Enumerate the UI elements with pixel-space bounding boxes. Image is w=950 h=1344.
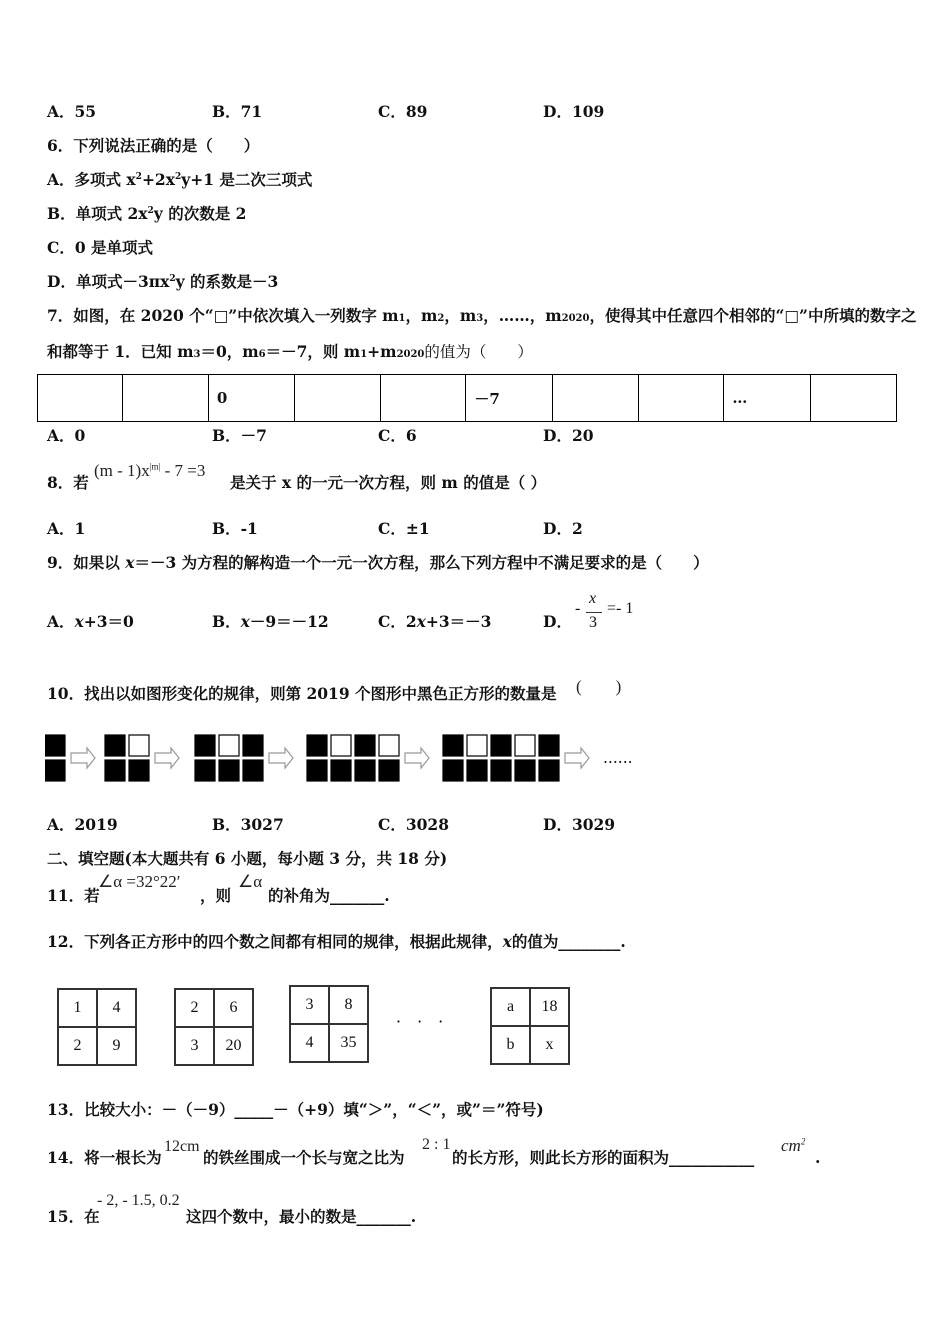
q10-option-b: B．3027 [212,815,284,834]
square-cell: 18 [530,988,569,1026]
q14-label: 14．将一根长为 [47,1148,162,1167]
q8-stem-label: 8．若 [47,473,89,492]
q11-formula: ∠α =32°22′ [98,872,181,891]
q10-paren: ( ) [576,677,622,696]
square-cell: a [491,988,530,1026]
q6-option-d: D．单项式$-3\pi x^2y$ 的系数是－3 [47,272,279,291]
q8-formula: $(m - 1)x^{|m|} - 7 =3$ [94,461,206,480]
seq-cell: －7 [466,375,553,422]
seq-cell [380,375,465,422]
q14-ratio: 2 : 1 [422,1136,451,1153]
square-cell: 9 [97,1027,136,1065]
seq-cell [811,375,897,422]
seq-cell [38,375,123,422]
q7-stem-line1: 7．如图，在 2020 个“□”中依次填入一列数字 m1，m2，m3，……，m2020，使得其中任意四个相邻的“□”中所填的数字之 [47,306,917,325]
q5-option-b: B．71 [212,102,263,121]
q15-numbers: - 2, - 1.5, 0.2 [97,1192,180,1209]
square-cell: 8 [329,986,368,1024]
square-cell: 4 [97,989,136,1027]
square-cell: x [530,1026,569,1064]
square-cell: 2 [58,1027,97,1065]
seq-cell [638,375,723,422]
q6-option-a: A．多项式 $x^2+2x^2y+1$ 是二次三项式 [47,170,313,189]
seq-cell [553,375,638,422]
q12-square-1 [57,988,137,1066]
q7-sequence-table [37,374,897,422]
seq-cell: 0 [208,375,295,422]
q9-option-d-label: D． [543,612,572,631]
q8-option-d: D．2 [543,519,583,538]
q8-option-b: B．-1 [212,519,258,538]
q9-option-a: A．x+3＝0 [47,612,134,631]
q6-stem: 6．下列说法正确的是（ ） [47,136,260,155]
q12-square-2 [174,988,254,1066]
q5-option-d: D．109 [543,102,605,121]
q7-stem-line2: 和都等于 1．已知 m3＝0，m6＝－7，则 m1+m2020的值为（ ） [47,342,533,361]
square-cell: 6 [214,989,253,1027]
q10-stem: 10．找出以如图形变化的规律，则第 2019 个图形中黑色正方形的数量是 [47,684,557,703]
square-cell: b [491,1026,530,1064]
q11-post: 的补角为_______. [268,886,390,905]
section-2-heading: 二、填空题(本大题共有 6 小题，每小题 3 分，共 18 分) [47,849,448,868]
q7-option-c: C．6 [378,426,417,445]
square-cell: 1 [58,989,97,1027]
q12-ellipsis: · · · [396,1012,444,1031]
square-cell: 20 [214,1027,253,1065]
q11-label: 11．若 [47,886,100,905]
q9-option-d-denominator: 3 [589,614,597,631]
q7-option-b: B．－7 [212,426,267,445]
q10-pattern-figure [45,733,645,785]
q8-stem-text: 是关于 x 的一元一次方程，则 m 的值是（ ） [230,473,547,492]
q9-option-d-numerator: x [589,590,597,607]
fraction-bar [586,612,602,613]
q10-dots: ...... [603,749,633,767]
q12-stem: 12．下列各正方形中的四个数之间都有相同的规律，根据此规律，x的值为________. [47,932,626,951]
q15-post: 这四个数中，最小的数是_______. [186,1207,417,1226]
seq-cell [295,375,380,422]
q5-option-c: C．89 [378,102,428,121]
q14-unit: $cm^2$ [781,1136,806,1155]
q9-stem: 9．如果以 x＝－3 为方程的解构造一个一元一次方程，那么下列方程中不满足要求的是（ ） [47,553,709,572]
q12-square-3 [289,985,369,1063]
q14-length: 12cm [164,1138,200,1155]
q8-option-c: C．±1 [378,519,430,538]
q9-option-c: C．2x+3＝－3 [378,612,492,631]
square-cell: 3 [175,1027,214,1065]
q14-mid: 的铁丝围成一个长与宽之比为 [203,1148,405,1167]
square-cell: 3 [290,986,329,1024]
square-cell: 4 [290,1024,329,1062]
q10-option-c: C．3028 [378,815,449,834]
q14-end: . [815,1148,821,1167]
q7-option-a: A．0 [47,426,86,445]
square-cell: 35 [329,1024,368,1062]
square-cell: 2 [175,989,214,1027]
q5-option-a: A．55 [47,102,97,121]
q11-formula-2: ∠α [238,872,263,891]
q14-post: 的长方形，则此长方形的面积为___________ [452,1148,755,1167]
q9-option-d-rhs: =- 1 [607,600,634,617]
q8-option-a: A．1 [47,519,86,538]
q10-option-a: A．2019 [47,815,118,834]
seq-cell: … [724,375,811,422]
q13-stem: 13．比较大小：－（－9）_____－（+9）填“＞”，“＜”，或”＝”符号) [47,1100,544,1119]
q9-option-b: B．x－9＝－12 [212,612,329,631]
q6-option-c: C．0 是单项式 [47,238,154,257]
q15-label: 15．在 [47,1207,100,1226]
q6-option-b: B．单项式 $2x^2y$ 的次数是 2 [47,204,247,223]
seq-cell [123,375,208,422]
q10-option-d: D．3029 [543,815,616,834]
q12-square-4 [490,987,570,1065]
q9-option-d-minus: - [575,600,581,617]
q7-option-d: D．20 [543,426,594,445]
q11-mid: ，则 [200,886,232,905]
